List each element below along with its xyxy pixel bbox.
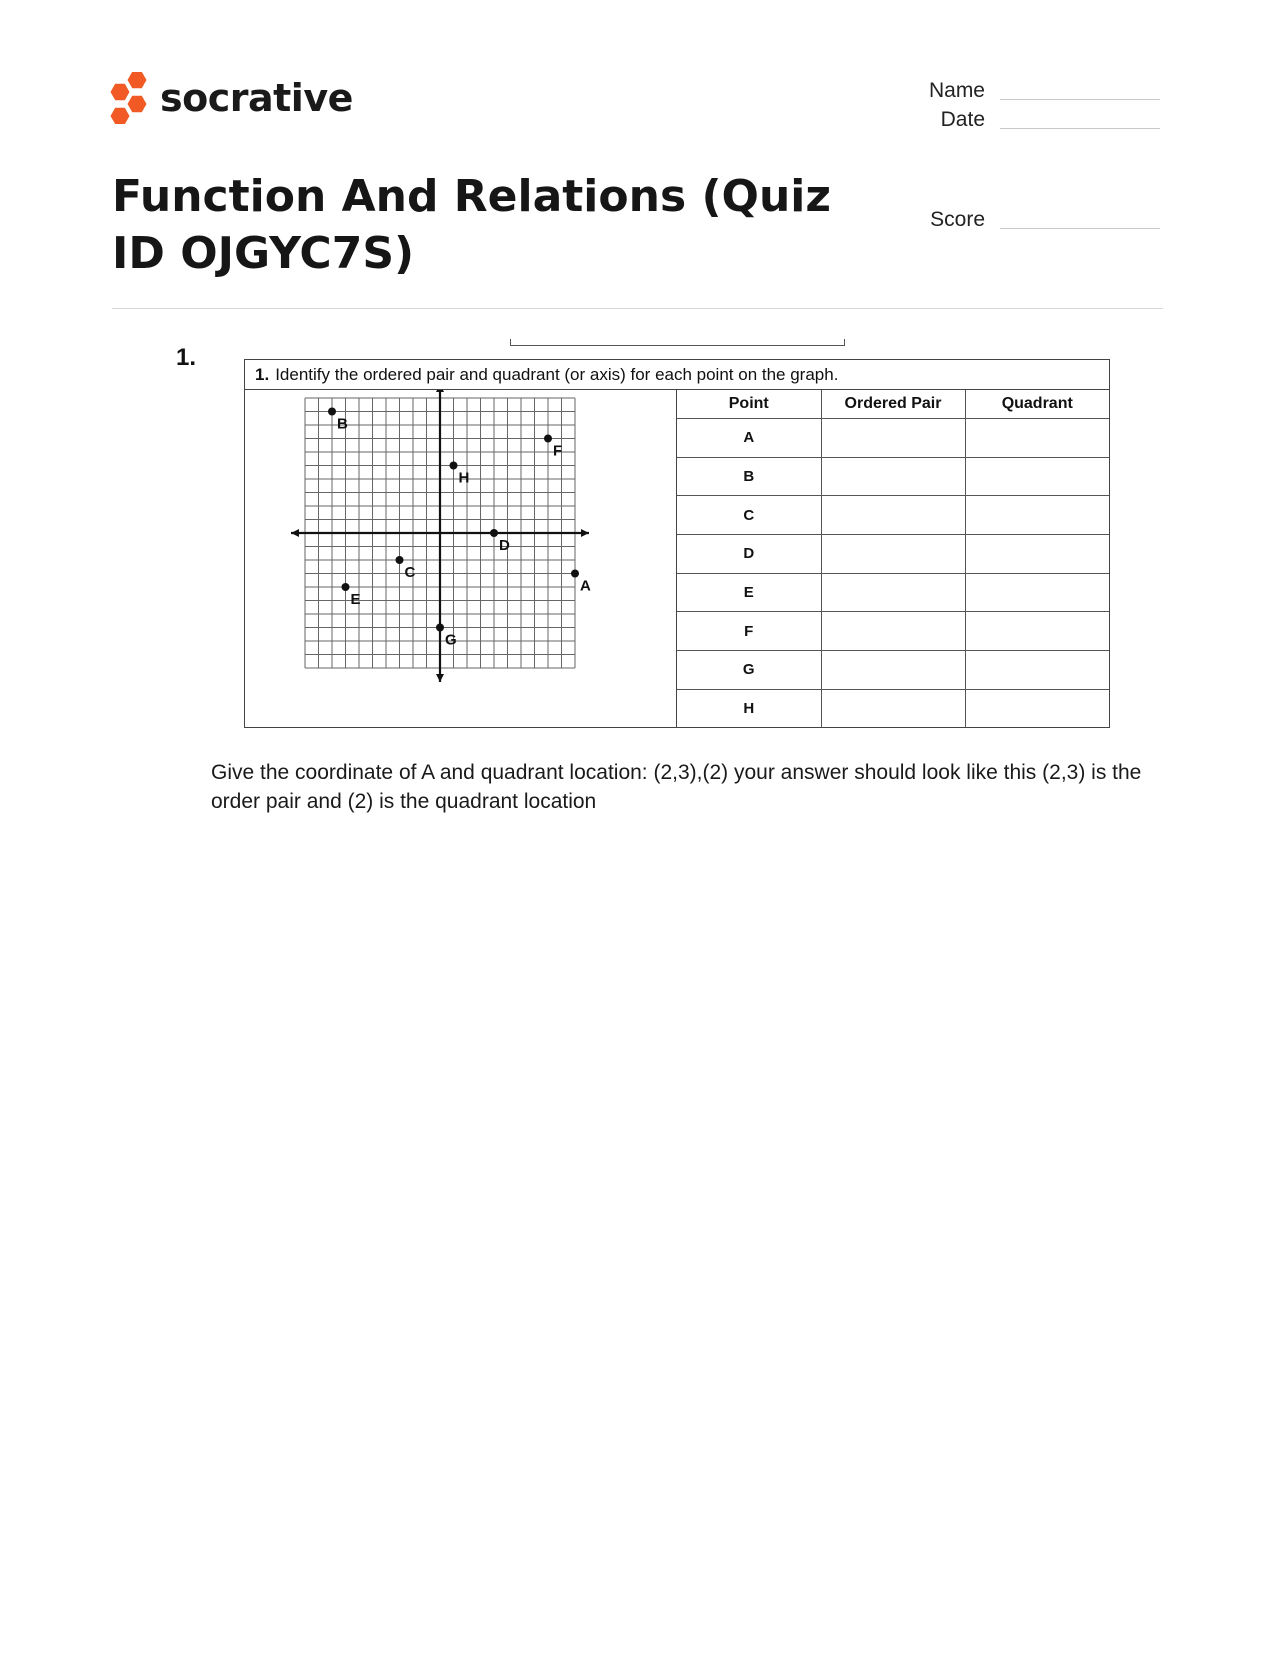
quadrant-cell — [965, 457, 1109, 496]
graph-point-label: F — [553, 442, 563, 460]
quadrant-cell — [965, 612, 1109, 651]
y-axis-arrow-up — [436, 390, 444, 392]
coordinate-graph — [245, 390, 677, 727]
graph-point-c — [396, 556, 404, 564]
table-row — [677, 457, 1109, 496]
worksheet-image — [244, 359, 1110, 728]
quadrant-cell — [965, 419, 1109, 458]
graph-point-d — [490, 529, 498, 537]
x-axis-arrow-right — [581, 529, 589, 537]
point-label: H — [677, 689, 821, 727]
date-label: Date — [940, 108, 985, 131]
point-label: B — [677, 457, 821, 496]
logo-hexagon — [128, 72, 147, 88]
ordered-pair-cell — [821, 535, 965, 574]
logo-hexagon — [111, 84, 130, 100]
answer-table — [677, 390, 1109, 727]
point-label: D — [677, 535, 821, 574]
point-label: C — [677, 496, 821, 535]
date-field[interactable] — [910, 104, 1160, 134]
column-header-quadrant: Quadrant — [965, 390, 1109, 419]
question-text: Give the coordinate of A and quadrant location: (2,3),(2) your answer should look like this (2,3) is the order pair and (2) is the quadrant location — [211, 761, 1142, 813]
point-label: G — [677, 651, 821, 690]
point-label: A — [677, 419, 821, 458]
graph-point-b — [328, 408, 336, 416]
y-axis-arrow-down — [436, 674, 444, 682]
logo-hexagons — [111, 72, 147, 124]
name-line — [1000, 99, 1160, 100]
point-label: F — [677, 612, 821, 651]
point-label: E — [677, 573, 821, 612]
graph-point-f — [544, 435, 552, 443]
graph-point-label: E — [350, 591, 361, 608]
score-line — [1000, 228, 1160, 229]
column-header-point: Point — [677, 390, 821, 419]
table-row — [677, 573, 1109, 612]
column-header-ordered-pair: Ordered Pair — [821, 390, 965, 419]
ordered-pair-cell — [821, 689, 965, 727]
graph-point-label: G — [445, 631, 457, 649]
quadrant-cell — [965, 496, 1109, 535]
table-row — [677, 612, 1109, 651]
graph-point-h — [450, 462, 458, 470]
graph-point-label: B — [337, 415, 348, 433]
date-line — [1000, 128, 1160, 129]
logo-hexagon — [111, 108, 130, 124]
socrative-logo — [110, 72, 353, 124]
name-label: Name — [928, 79, 985, 102]
graph-point-a — [571, 570, 579, 578]
quadrant-cell — [965, 689, 1109, 727]
answer-table-header — [677, 390, 1109, 419]
question-number: 1. — [176, 344, 197, 371]
table-row — [677, 535, 1109, 574]
table-row — [677, 496, 1109, 535]
graph-point-label: C — [404, 564, 416, 581]
graph-point-label: D — [499, 537, 510, 554]
ordered-pair-cell — [821, 419, 965, 458]
score-field[interactable] — [910, 204, 1160, 234]
quadrant-cell — [965, 573, 1109, 612]
worksheet-prompt — [245, 360, 1109, 390]
graph-point-label: H — [458, 469, 470, 487]
coordinate-plane — [245, 390, 675, 725]
ordered-pair-cell — [821, 651, 965, 690]
quiz-title: Function And Relations (Quiz ID OJGYC7S) — [112, 171, 831, 279]
socrative-logo-icon — [110, 72, 150, 124]
ordered-pair-cell — [821, 496, 965, 535]
ordered-pair-cell — [821, 573, 965, 612]
header-divider — [112, 308, 1163, 309]
image-top-bar — [510, 339, 845, 346]
brand-name: socrative — [160, 76, 353, 120]
quadrant-cell — [965, 535, 1109, 574]
graph-point-e — [342, 583, 350, 591]
score-label: Score — [930, 208, 985, 231]
graph-point-g — [436, 624, 444, 632]
x-axis-arrow-left — [291, 529, 299, 537]
table-row — [677, 689, 1109, 727]
logo-hexagon — [128, 96, 147, 112]
table-row — [677, 419, 1109, 458]
worksheet-prompt-text: Identify the ordered pair and quadrant (or axis) for each point on the graph. — [275, 365, 839, 384]
table-row — [677, 651, 1109, 690]
name-field[interactable] — [910, 75, 1160, 105]
ordered-pair-cell — [821, 457, 965, 496]
ordered-pair-cell — [821, 612, 965, 651]
worksheet-prompt-number: 1. — [255, 365, 270, 384]
graph-point-label: A — [580, 577, 591, 595]
quadrant-cell — [965, 651, 1109, 690]
